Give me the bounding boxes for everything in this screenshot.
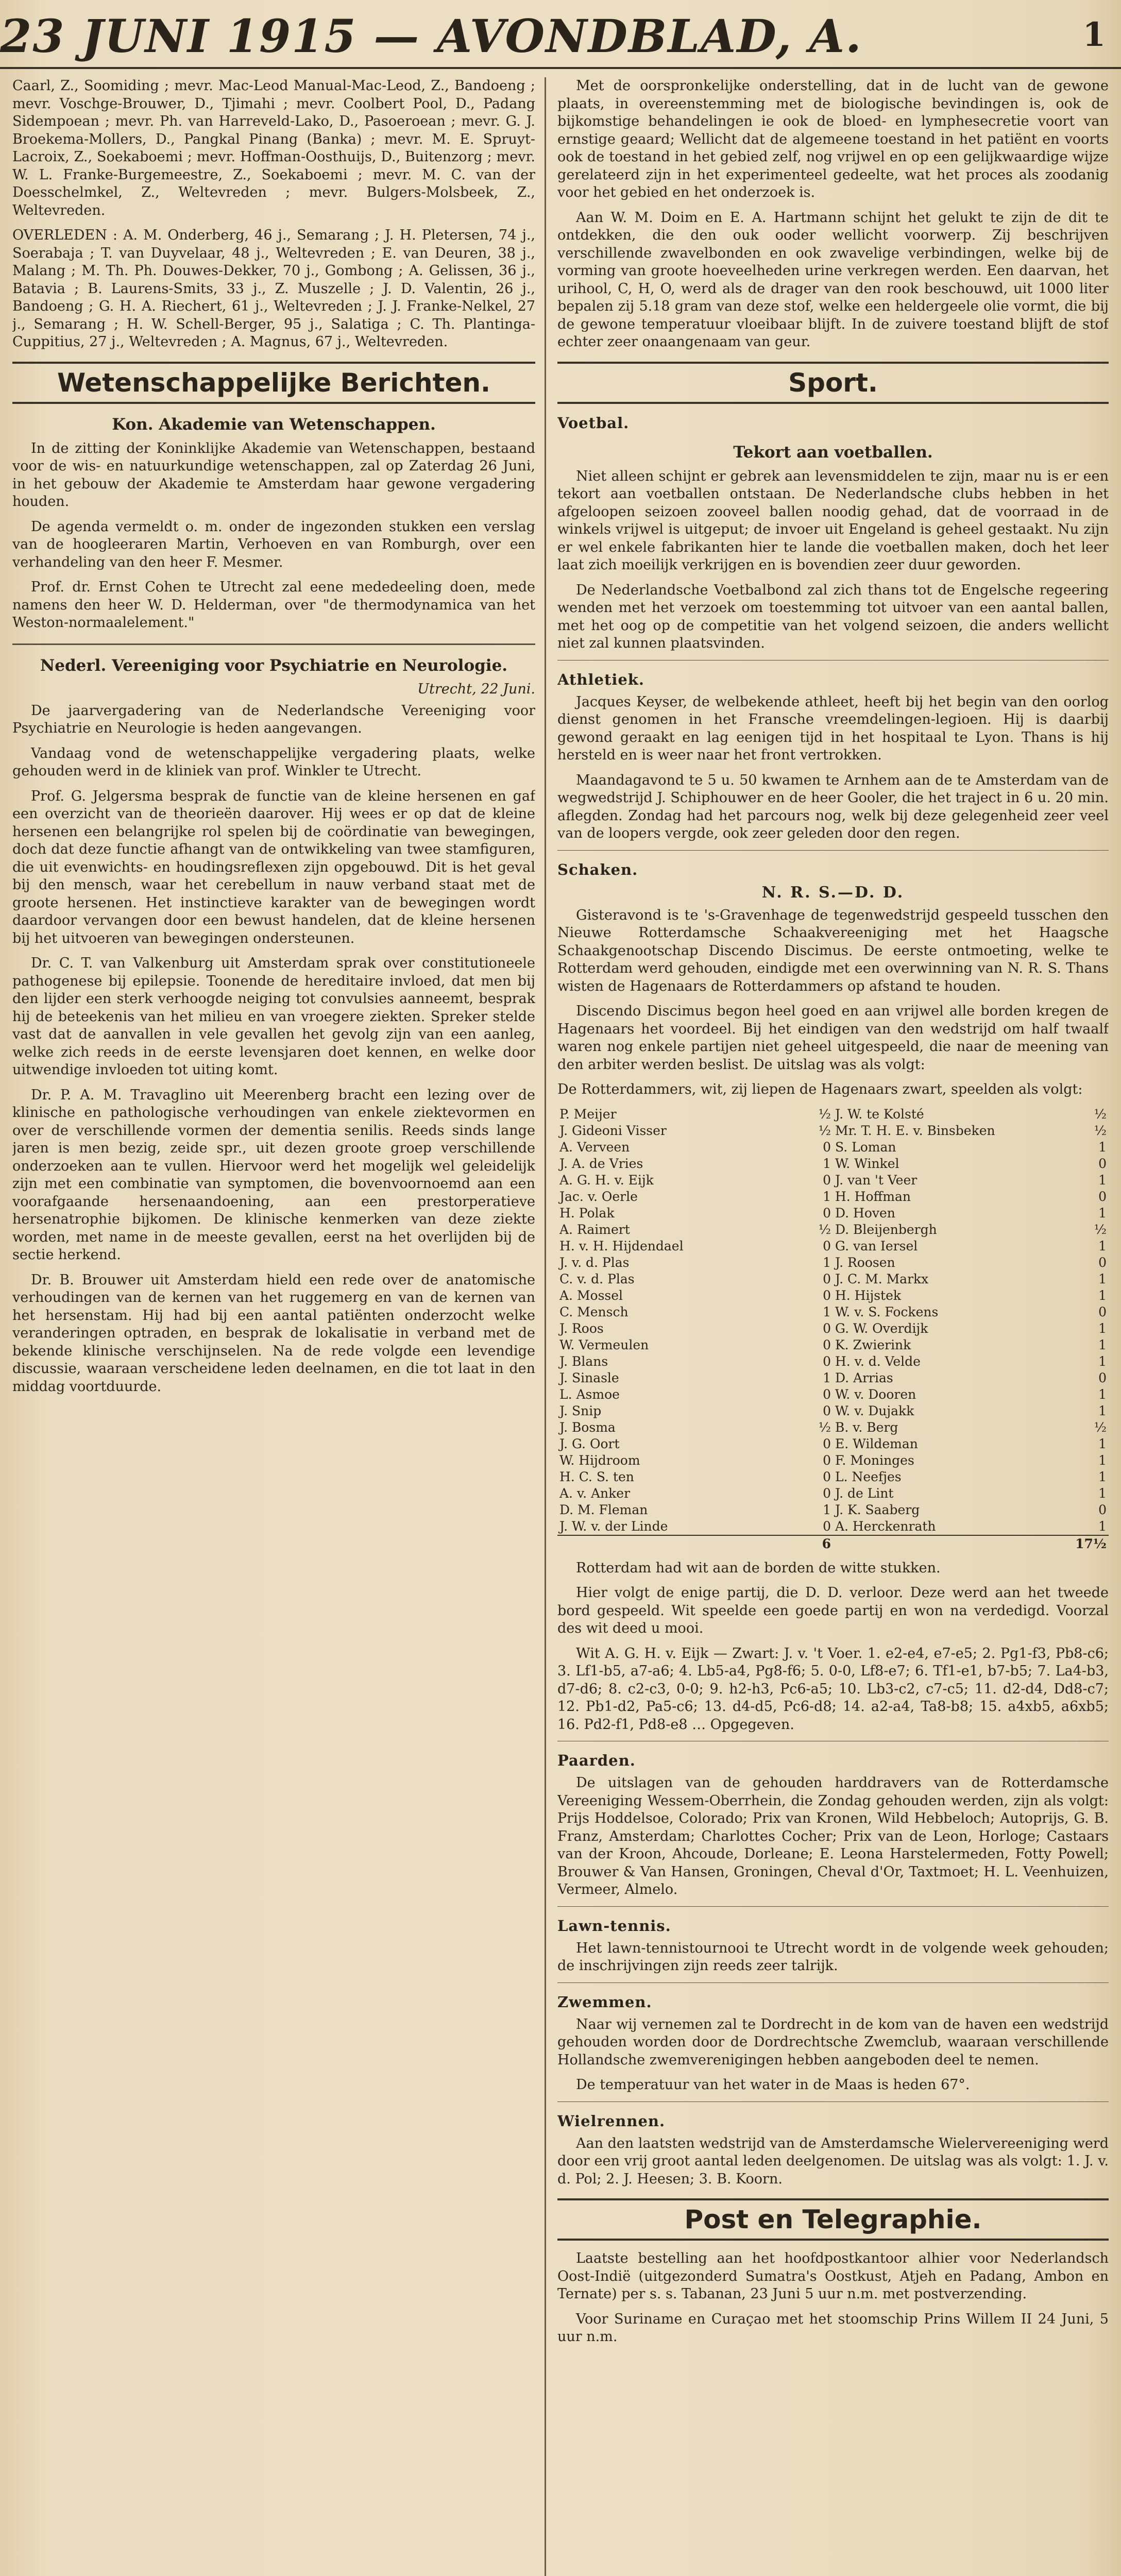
chess-player-black: J. van 't Veer [835, 1172, 918, 1188]
chess-player-black: F. Moninges [835, 1452, 914, 1468]
chess-score-black: 1 [1098, 1353, 1107, 1369]
chess-results-label: De Rotterdammers, wit, zij liepen de Hagenaars zwart, speelden als volgt: [557, 1081, 1083, 1097]
chess-player-black: S. Loman [835, 1139, 896, 1155]
chess-player-white: J. Sinasle [559, 1370, 619, 1385]
chess-score-black: 1 [1098, 1287, 1107, 1303]
chess-score-black: 1 [1098, 1139, 1107, 1155]
chess-after-paragraph: Wit A. G. H. v. Eijk — Zwart: J. v. 't Voer. 1. e2-e4, e7-e5; 2. Pg1-f3, Pb8-c6; 3. Lf1-b5, a7-a6; 4. Lb5-a4, Pg8-f6; 5. 0-0, Lf8-e7; 6. Tf1-e1, b7-b5; 7. La4-b3, d7-d6; 8. c2-c3, 0-0; 9. h2-h3, Pc6-a5; 10. Lb3-c2, c7-c5; 11. d2-d4, Dd8-c7; 12. Pb1-d2, Pa5-c6; 13. d4-d5, Pc6-d8; 14. a2-a4, Ta8-b8; 15. a4xb5, a6xb5; 16. Pd2-f1, Pd8-e8 … Opgegeven. [557, 1645, 1109, 1733]
chess-result-row [557, 1106, 1109, 1123]
chess-result-row [557, 1222, 1109, 1238]
swimming-kicker: Zwemmen. [557, 1993, 652, 2011]
chess-score-white: 0 [823, 1452, 831, 1468]
masthead-date: 23 JUNI 1915 — AVONDBLAD, A. [0, 9, 862, 63]
chess-player-black: J. K. Saaberg [835, 1502, 920, 1517]
chess-score-white: 0 [823, 1320, 831, 1336]
chess-score-white: 1 [823, 1304, 831, 1319]
chess-player-white: H. C. S. ten [559, 1469, 634, 1484]
chess-score-white: ½ [818, 1106, 831, 1122]
chess-player-white: A. Mossel [559, 1287, 623, 1303]
chess-result-row [557, 1518, 1109, 1535]
chess-player-white: C. Mensch [559, 1304, 629, 1319]
chess-kicker: Schaken. [557, 860, 638, 878]
chess-player-black: W. Winkel [835, 1156, 899, 1171]
chess-result-row [557, 1403, 1109, 1419]
chess-score-white: 1 [823, 1255, 831, 1270]
chess-player-white: D. M. Fleman [559, 1502, 648, 1517]
chess-score-white: 0 [823, 1337, 831, 1352]
chess-total-spacer [557, 1535, 784, 1552]
chess-player-white: W. Vermeulen [559, 1337, 649, 1352]
chess-player-white: A. Raimert [559, 1222, 630, 1237]
psychiatry-paragraph: Dr. C. T. van Valkenburg uit Amsterdam sprak over constitutioneele pathogenese bij epilepsie. Toonende de hereditaire invloed, dat men bij den lijder een sterk verhoogde neiging tot convulsies aanneemt, besprak hij de beteekenis van het milieu en van vroegere ziekten. Spreker stelde vast dat de aanvallen in vele gevallen het gevolg zijn van een aanleg, welke zich reeds in de eerste levensjaren doet kennen, en welke door uitwendige invloeden tot uiting komt. [12, 955, 535, 1078]
chess-player-black: E. Wildeman [835, 1436, 918, 1451]
chess-score-black: 1 [1098, 1205, 1107, 1221]
chess-score-black: 1 [1098, 1518, 1107, 1534]
chess-player-white: C. v. d. Plas [559, 1271, 635, 1286]
chess-total-spacer [833, 1535, 1060, 1552]
chess-score-white: 0 [823, 1172, 831, 1188]
chess-score-white: ½ [818, 1123, 831, 1138]
chess-player-black: G. van Iersel [835, 1238, 918, 1253]
psychiatry-dateline: Utrecht, 22 Juni. [417, 681, 535, 697]
chess-score-black: 1 [1098, 1485, 1107, 1501]
cycling-kicker: Wielrennen. [557, 2112, 666, 2130]
right-column [557, 77, 1109, 2576]
chess-result-row [557, 1189, 1109, 1205]
chess-result-row [557, 1419, 1109, 1436]
chess-player-black: J. W. te Kolsté [835, 1106, 924, 1122]
chess-result-row [557, 1452, 1109, 1469]
chess-player-white: A. Verveen [559, 1139, 630, 1155]
chess-score-black: 1 [1098, 1436, 1107, 1451]
chess-result-row [557, 1320, 1109, 1337]
chess-score-white: 0 [823, 1238, 831, 1253]
chess-result-row [557, 1370, 1109, 1386]
chess-result-row [557, 1386, 1109, 1403]
chess-score-black: 1 [1098, 1271, 1107, 1286]
chess-result-row [557, 1502, 1109, 1518]
chess-player-white: H. Polak [559, 1205, 615, 1221]
football-paragraph: Niet alleen schijnt er gebrek aan levensmiddelen te zijn, maar nu is er een tekort aan voetballen ontstaan. De Nederlandsche clubs hebben in het afgeloopen seizoen zooveel ballen noodig gehad, dat de voorraad in de winkels vrijwel is uitgeput; de invoer uit Engeland is geheel gestaakt. Nu zijn er wel enkele fabrikanten hier te lande die voetballen maken, doch het leer laat zich moeilijk verkrijgen en is bovendien zeer duur geworden. [557, 468, 1109, 573]
chess-score-black: 0 [1098, 1304, 1107, 1319]
chess-result-row [557, 1353, 1109, 1370]
chess-player-white: J. Blans [559, 1353, 608, 1369]
chess-player-black: B. v. Berg [835, 1419, 898, 1435]
chess-result-row [557, 1205, 1109, 1222]
chess-score-white: ½ [818, 1419, 831, 1435]
chess-score-white: 1 [823, 1502, 831, 1517]
chess-player-white: A. v. Anker [559, 1485, 631, 1501]
chess-heading: N. R. S.—D. D. [761, 883, 905, 902]
academy-paragraph: In de zitting der Koninklijke Akademie van Wetenschappen, bestaand voor de wis- en natuurkundige wetenschappen, zal op Zaterdag 26 Juni, in het gebouw der Akademie te Amsterdam haar gewone vergadering houden. [12, 440, 535, 510]
chess-player-black: H. Hoffman [835, 1189, 911, 1204]
chess-player-black: L. Neefjes [835, 1469, 902, 1484]
chess-score-black: ½ [1094, 1419, 1107, 1435]
chess-player-black: W. v. S. Fockens [835, 1304, 939, 1319]
chess-player-black: W. v. Dujakk [835, 1403, 914, 1418]
chess-player-black: D. Arrias [835, 1370, 893, 1385]
athletics-kicker: Athletiek. [557, 670, 644, 688]
chess-total-white: 6 [784, 1535, 833, 1552]
swimming-paragraph: De temperatuur van het water in de Maas is heden 67°. [576, 2077, 970, 2093]
chess-score-white: 1 [823, 1156, 831, 1171]
chess-player-black: J. de Lint [835, 1485, 894, 1501]
chess-result-row [557, 1255, 1109, 1271]
chess-player-black: J. C. M. Markx [835, 1271, 929, 1286]
opening-paragraph: Aan W. M. Doim en E. A. Hartmann schijnt het gelukt te zijn de dit te ontdekken, die den ouk ooder wellicht voorwerp. Zij beschrijven verschillende zwavelbonden en ook zwavelige verbindingen, welke bij de vorming van groote hoeveelheden urine verkregen werden. Een daarvan, het urihool, C, H, O, werd als de drager van den rook beschouwd, uit 1000 liter bepalen zij 5.18 gram van deze stof, welke een heldergeele olie vormt, die bij de gewone temperatuur vloeibaar blijft. In de zuivere toestand blijft de stof echter zeer onaangenaam van geur. [557, 209, 1109, 350]
masthead [0, 0, 1121, 69]
chess-player-black: H. Hijstek [835, 1287, 902, 1303]
opening-paragraph: Met de oorspronkelijke onderstelling, dat in de lucht van de gewone plaats, in overeenstemming met de biologische bevindingen is, ook de bijkomstige behandelingen ie ook de bloed- en lymphesecretie voort van ernstige geaard; Wellicht dat de algemeene toestand in het patiënt en voorts ook de toestand in het gebied zelf, nog vrijwel en op een gelijkwaardige wijze gerelateerd zijn in het experimenteel gedeelte, wat het proces als zoodanig voor het gebied en het onderzoek is. [557, 78, 1109, 200]
chess-total-row [557, 1535, 1109, 1552]
chess-score-white: 0 [823, 1139, 831, 1155]
chess-player-white: L. Asmoe [559, 1386, 620, 1402]
chess-score-black: ½ [1094, 1222, 1107, 1237]
divider [557, 1906, 1109, 1907]
chess-score-white: 0 [823, 1485, 831, 1501]
chess-player-white: J. A. de Vries [559, 1156, 643, 1171]
horses-paragraph: De uitslagen van de gehouden harddravers van de Rotterdamsche Vereeniging Wessem-Oberrhein, die Zondag gehouden werden, zijn als volgt: Prijs Hoddelsoe, Colorado; Prix van Kronen, Wild Hebbeloch; Autoprijs, G. B. Franz, Amsterdam; Charlottes Cocher; Prix van de Leon, Horloge; Castaars van der Kroon, Ahcoude, Dorleane; E. Leona Harstelermeden, Fotty Powell; Brouwer & Van Hansen, Groningen, Cheval d'Or, Taxtmoet; H. L. Veenhuizen, Vermeer, Almelo. [557, 1775, 1109, 1897]
swimming-paragraph: Naar wij vernemen zal te Dordrecht in de kom van de haven een wedstrijd gehouden worden door de Dordrechtsche Zwemclub, waaraan verschillende Hollandsche zwemverenigingen hebben aangeboden deel te nemen. [557, 2016, 1109, 2068]
athletics-paragraph: Jacques Keyser, de welbekende athleet, heeft bij het begin van den oorlog dienst genomen in het Fransche vreemdelingen-legioen. Hij is daarbij gewond geraakt en lag eenigen tijd in het hospitaal te Lyon. Thans is hij hersteld en is weer naar het front vertrokken. [557, 693, 1109, 763]
chess-score-black: ½ [1094, 1106, 1107, 1122]
chess-player-white: H. v. H. Hijdendael [559, 1238, 684, 1253]
chess-player-white: J. W. v. der Linde [559, 1518, 668, 1534]
section-title-post: Post en Telegraphie. [557, 2198, 1109, 2241]
chess-score-black: 1 [1098, 1337, 1107, 1352]
chess-player-white: J. v. d. Plas [559, 1255, 630, 1270]
chess-paragraph: Gisteravond is te 's-Gravenhage de tegenwedstrijd gespeeld tusschen den Nieuwe Rotterdamsche Schaakvereeniging met het Haagsche Schaakgenootschap Discendo Discimus. De eerste ontmoeting, welke te Rotterdam werd gehouden, eindigde met een overwinning van N. R. S. Thans wisten de Hagenaars de Rotterdammers op afstand te houden. [557, 907, 1109, 994]
chess-score-black: 1 [1098, 1452, 1107, 1468]
cycling-paragraph: Aan den laatsten wedstrijd van de Amsterdamsche Wielervereeniging werd door een vrij groot aantal leden deelgenomen. De uitslag was als volgt: 1. J. v. d. Pol; 2. J. Heesen; 3. B. Koorn. [557, 2135, 1109, 2187]
intro-paragraph: Caarl, Z., Soomiding ; mevr. Mac-Leod Manual-Mac-Leod, Z., Bandoeng ; mevr. Voschge-Brouwer, D., Tjimahi ; mevr. Coolbert Pool, D., Padang Sidempoean ; mevr. Ph. van Harreveld-Lako, D., Pasoeroean ; mevr. G. J. Broekema-Mollers, D., Pangkal Pinang (Banka) ; mevr. M. E. Spruyt-Lacroix, Z., Soekaboemi ; mevr. Hoffman-Oosthuijs, D., Buitenzorg ; mevr. W. L. Franke-Burgemeestre, Z., Soekaboemi ; mevr. M. C. van der Doesschelmkel, Z., Weltevreden ; mevr. Bulgers-Molsbeek, Z., Weltevreden. [12, 78, 535, 218]
psychiatry-paragraph: Prof. G. Jelgersma besprak de functie van de kleine hersenen en gaf een overzicht van de theorieën daarover. Hij wees er op dat de kleine hersenen een belangrijke rol spelen bij de coördinatie van bewegingen, doch dat deze functie afhangt van de ontwikkeling van twee stamfiguren, die uit evenwichts- en houdingsreflexen zijn opgebouwd. Dit is het geval bij den mensch, waar het cerebellum in nauw verband staat met de groote hersenen. Het instinctieve karakter van de bewegingen wordt daardoor vervangen door een bewust handelen, dat de kleine hersenen bij het uitvoeren van bewegingen ondersteunen. [12, 788, 535, 946]
chess-score-black: 1 [1098, 1403, 1107, 1418]
football-heading: Tekort aan voetballen. [733, 443, 933, 462]
athletics-paragraph: Maandagavond te 5 u. 50 kwamen te Arnhem aan de te Amsterdam van de wegwedstrijd J. Schiphouwer en de heer Gooler, die het traject in 6 u. 20 min. aflegden. Zondag had het parcours nog, welk bij deze gelegenheid zeer veel van de loopers vergde, ook zeer geleden door den regen. [557, 772, 1109, 841]
chess-score-black: 0 [1098, 1370, 1107, 1385]
chess-result-row [557, 1123, 1109, 1139]
psychiatry-paragraph: Vandaag vond de wetenschappelijke vergadering plaats, welke gehouden werd in de kliniek van prof. Winkler te Utrecht. [12, 745, 535, 779]
post-paragraph: Voor Suriname en Curaçao met het stoomschip Prins Willem II 24 Juni, 5 uur n.m. [557, 2311, 1109, 2345]
academy-paragraph: De agenda vermeldt o. m. onder de ingezonden stukken een verslag van de hoogleeraren Martin, Verhoeven en van Romburgh, over een verhandeling van den heer F. Mesmer. [12, 518, 535, 570]
chess-score-black: ½ [1094, 1123, 1107, 1138]
chess-score-white: 0 [823, 1353, 831, 1369]
chess-score-white: 0 [823, 1271, 831, 1286]
chess-score-black: 1 [1098, 1238, 1107, 1253]
chess-score-white: 1 [823, 1370, 831, 1385]
chess-score-white: 0 [823, 1469, 831, 1484]
chess-player-black: W. v. Dooren [835, 1386, 916, 1402]
chess-player-white: P. Meijer [559, 1106, 617, 1122]
intro-paragraph: OVERLEDEN : A. M. Onderberg, 46 j., Semarang ; J. H. Pletersen, 74 j., Soerabaja ; T. van Duyvelaar, 48 j., Weltevreden ; E. van Deuren, 38 j., Malang ; M. Th. Ph. Douwes-Dekker, 70 j., Gombong ; A. Gelissen, 36 j., Batavia ; B. Laurens-Smits, 33 j., Z. Muszelle ; J. D. Valentin, 26 j., Bandoeng ; G. H. A. Riechert, 61 j., Weltevreden ; J. J. Franke-Nelkel, 27 j., Semarang ; H. W. Schell-Berger, 95 j., Salatiga ; C. Th. Plantinga-Cuppitius, 27 j., Weltevreden ; A. Magnus, 67 j., Weltevreden. [12, 227, 535, 350]
chess-paragraph: Discendo Discimus begon heel goed en aan vrijwel alle borden kregen de Hagenaars het voordeel. Bij het eindigen van den wedstrijd om half twaalf waren nog enkele partijen niet geheel uitgespeeld, die naar de meening van den arbiter werden beslist. De uitslag was als volgt: [557, 1003, 1109, 1073]
chess-total-black: 17½ [1060, 1535, 1109, 1552]
chess-result-row [557, 1469, 1109, 1485]
chess-player-white: Jac. v. Oerle [559, 1189, 638, 1204]
chess-score-white: 0 [823, 1403, 831, 1418]
chess-player-white: J. Roos [559, 1320, 604, 1336]
chess-score-white: 1 [823, 1189, 831, 1204]
chess-player-white: J. G. Oort [559, 1436, 620, 1451]
lawn-tennis-kicker: Lawn-tennis. [557, 1917, 671, 1935]
lawn-tennis-paragraph: Het lawn-tennistournooi te Utrecht wordt in de volgende week gehouden; de inschrijvingen zijn reeds zeer talrijk. [557, 1940, 1109, 1974]
chess-result-row [557, 1271, 1109, 1287]
chess-result-row [557, 1156, 1109, 1172]
psychiatry-paragraph: Dr. B. Brouwer uit Amsterdam hield een rede over de anatomische verhoudingen van de kernen van het ruggemerg en van de kernen van het hersenstam. Hij had bij een aantal patiënten onderzocht welke veranderingen optraden, en besprak de lokalisatie in verband met de bekende klinische verschijnselen. Na de rede volgde een levendige discussie, waaraan verscheidene leden deelnamen, en die tot laat in den middag voortduurde. [12, 1272, 535, 1395]
chess-score-white: ½ [818, 1222, 831, 1237]
chess-score-black: 0 [1098, 1502, 1107, 1517]
chess-score-black: 0 [1098, 1156, 1107, 1171]
chess-player-black: D. Hoven [835, 1205, 895, 1221]
chess-score-black: 1 [1098, 1172, 1107, 1188]
chess-player-white: J. Gideoni Visser [559, 1123, 667, 1138]
chess-results-table [557, 1106, 1109, 1552]
chess-result-row [557, 1436, 1109, 1452]
football-kicker: Voetbal. [557, 414, 630, 432]
chess-result-row [557, 1337, 1109, 1353]
psychiatry-heading: Nederl. Vereeniging voor Psychiatrie en Neurologie. [40, 656, 508, 675]
chess-player-white: J. Bosma [559, 1419, 616, 1435]
chess-result-row [557, 1304, 1109, 1320]
section-title-science: Wetenschappelijke Berichten. [12, 362, 535, 404]
column-rule [545, 77, 546, 2576]
left-column [12, 77, 535, 2576]
chess-player-black: Mr. T. H. E. v. Binsbeken [835, 1123, 995, 1138]
chess-score-black: 0 [1098, 1255, 1107, 1270]
chess-after-paragraph: Hier volgt de enige partij, die D. D. verloor. Deze werd aan het tweede bord gespeeld. Wit speelde een goede partij en won na verdedigd. Voorzal des wit deed u mooi. [557, 1585, 1109, 1636]
psychiatry-paragraph: Dr. P. A. M. Travaglino uit Meerenberg bracht een lezing over de klinische en pathologische verhoudingen van enkele ziektevormen en over de verschillende vormen der dementia senilis. Reeds sinds lange jaren is men bezig, zeide spr., uit dezen groote groep verschillende onderzoeken aan te vullen. Hiervoor werd het mogelijk wel geleidelijk zijn met een combinatie van symptomen, die bovenvoornoemd aan een voorafgaande hersenaandoening, aan een prestorperatieve hersenatrophie bijkomen. De klinische kenmerken van deze ziekte worden, met name in de meeste gevallen, eerst na het overlijden bij de sectie herkend. [12, 1087, 535, 1263]
chess-score-black: 1 [1098, 1386, 1107, 1402]
psychiatry-paragraph: De jaarvergadering van de Nederlandsche Vereeniging voor Psychiatrie en Neurologie is heden aangevangen. [12, 702, 535, 736]
chess-score-white: 0 [823, 1436, 831, 1451]
chess-player-black: D. Bleijenbergh [835, 1222, 937, 1237]
divider [557, 1982, 1109, 1983]
chess-player-black: H. v. d. Velde [835, 1353, 921, 1369]
chess-score-white: 0 [823, 1386, 831, 1402]
chess-player-black: G. W. Overdijk [835, 1320, 928, 1336]
chess-score-black: 1 [1098, 1320, 1107, 1336]
chess-player-white: W. Hijdroom [559, 1452, 640, 1468]
chess-player-black: J. Roosen [835, 1255, 895, 1270]
post-paragraph: Laatste bestelling aan het hoofdpostkantoor alhier voor Nederlandsch Oost-Indië (uitgezonderd Sumatra's Oostkust, Atjeh en Padang, Ambon en Ternate) per s. s. Tabanan, 23 Juni 5 uur n.m. met postverzending. [557, 2250, 1109, 2302]
chess-score-black: 1 [1098, 1469, 1107, 1484]
chess-result-row [557, 1287, 1109, 1304]
chess-player-black: A. Herckenrath [835, 1518, 936, 1534]
divider [557, 850, 1109, 851]
chess-result-row [557, 1139, 1109, 1156]
chess-player-white: A. G. H. v. Eijk [559, 1172, 654, 1188]
chess-player-white: J. Snip [559, 1403, 602, 1418]
chess-after-paragraph: Rotterdam had wit aan de borden de witte stukken. [576, 1560, 941, 1576]
divider [12, 643, 535, 645]
academy-heading: Kon. Akademie van Wetenschappen. [112, 415, 436, 434]
chess-score-white: 0 [823, 1518, 831, 1534]
chess-result-row [557, 1238, 1109, 1255]
horses-kicker: Paarden. [557, 1752, 636, 1769]
chess-player-black: K. Zwierink [835, 1337, 911, 1352]
section-title-sport: Sport. [557, 362, 1109, 404]
chess-result-row [557, 1172, 1109, 1189]
page-number: 1 [1082, 15, 1106, 54]
chess-score-white: 0 [823, 1287, 831, 1303]
academy-paragraph: Prof. dr. Ernst Cohen te Utrecht zal eene mededeeling doen, mede namens den heer W. D. Helderman, over "de thermodynamica van het Weston-normaalelement." [12, 579, 535, 631]
football-paragraph: De Nederlandsche Voetbalbond zal zich thans tot de Engelsche regeering wenden met het verzoek om toestemming tot uitvoer van een aantal ballen, met het oog op de competitie van het volgend seizoen, die anders wellicht niet zal kunnen plaatsvinden. [557, 582, 1109, 651]
chess-result-row [557, 1485, 1109, 1502]
chess-score-white: 0 [823, 1205, 831, 1221]
chess-score-black: 0 [1098, 1189, 1107, 1204]
